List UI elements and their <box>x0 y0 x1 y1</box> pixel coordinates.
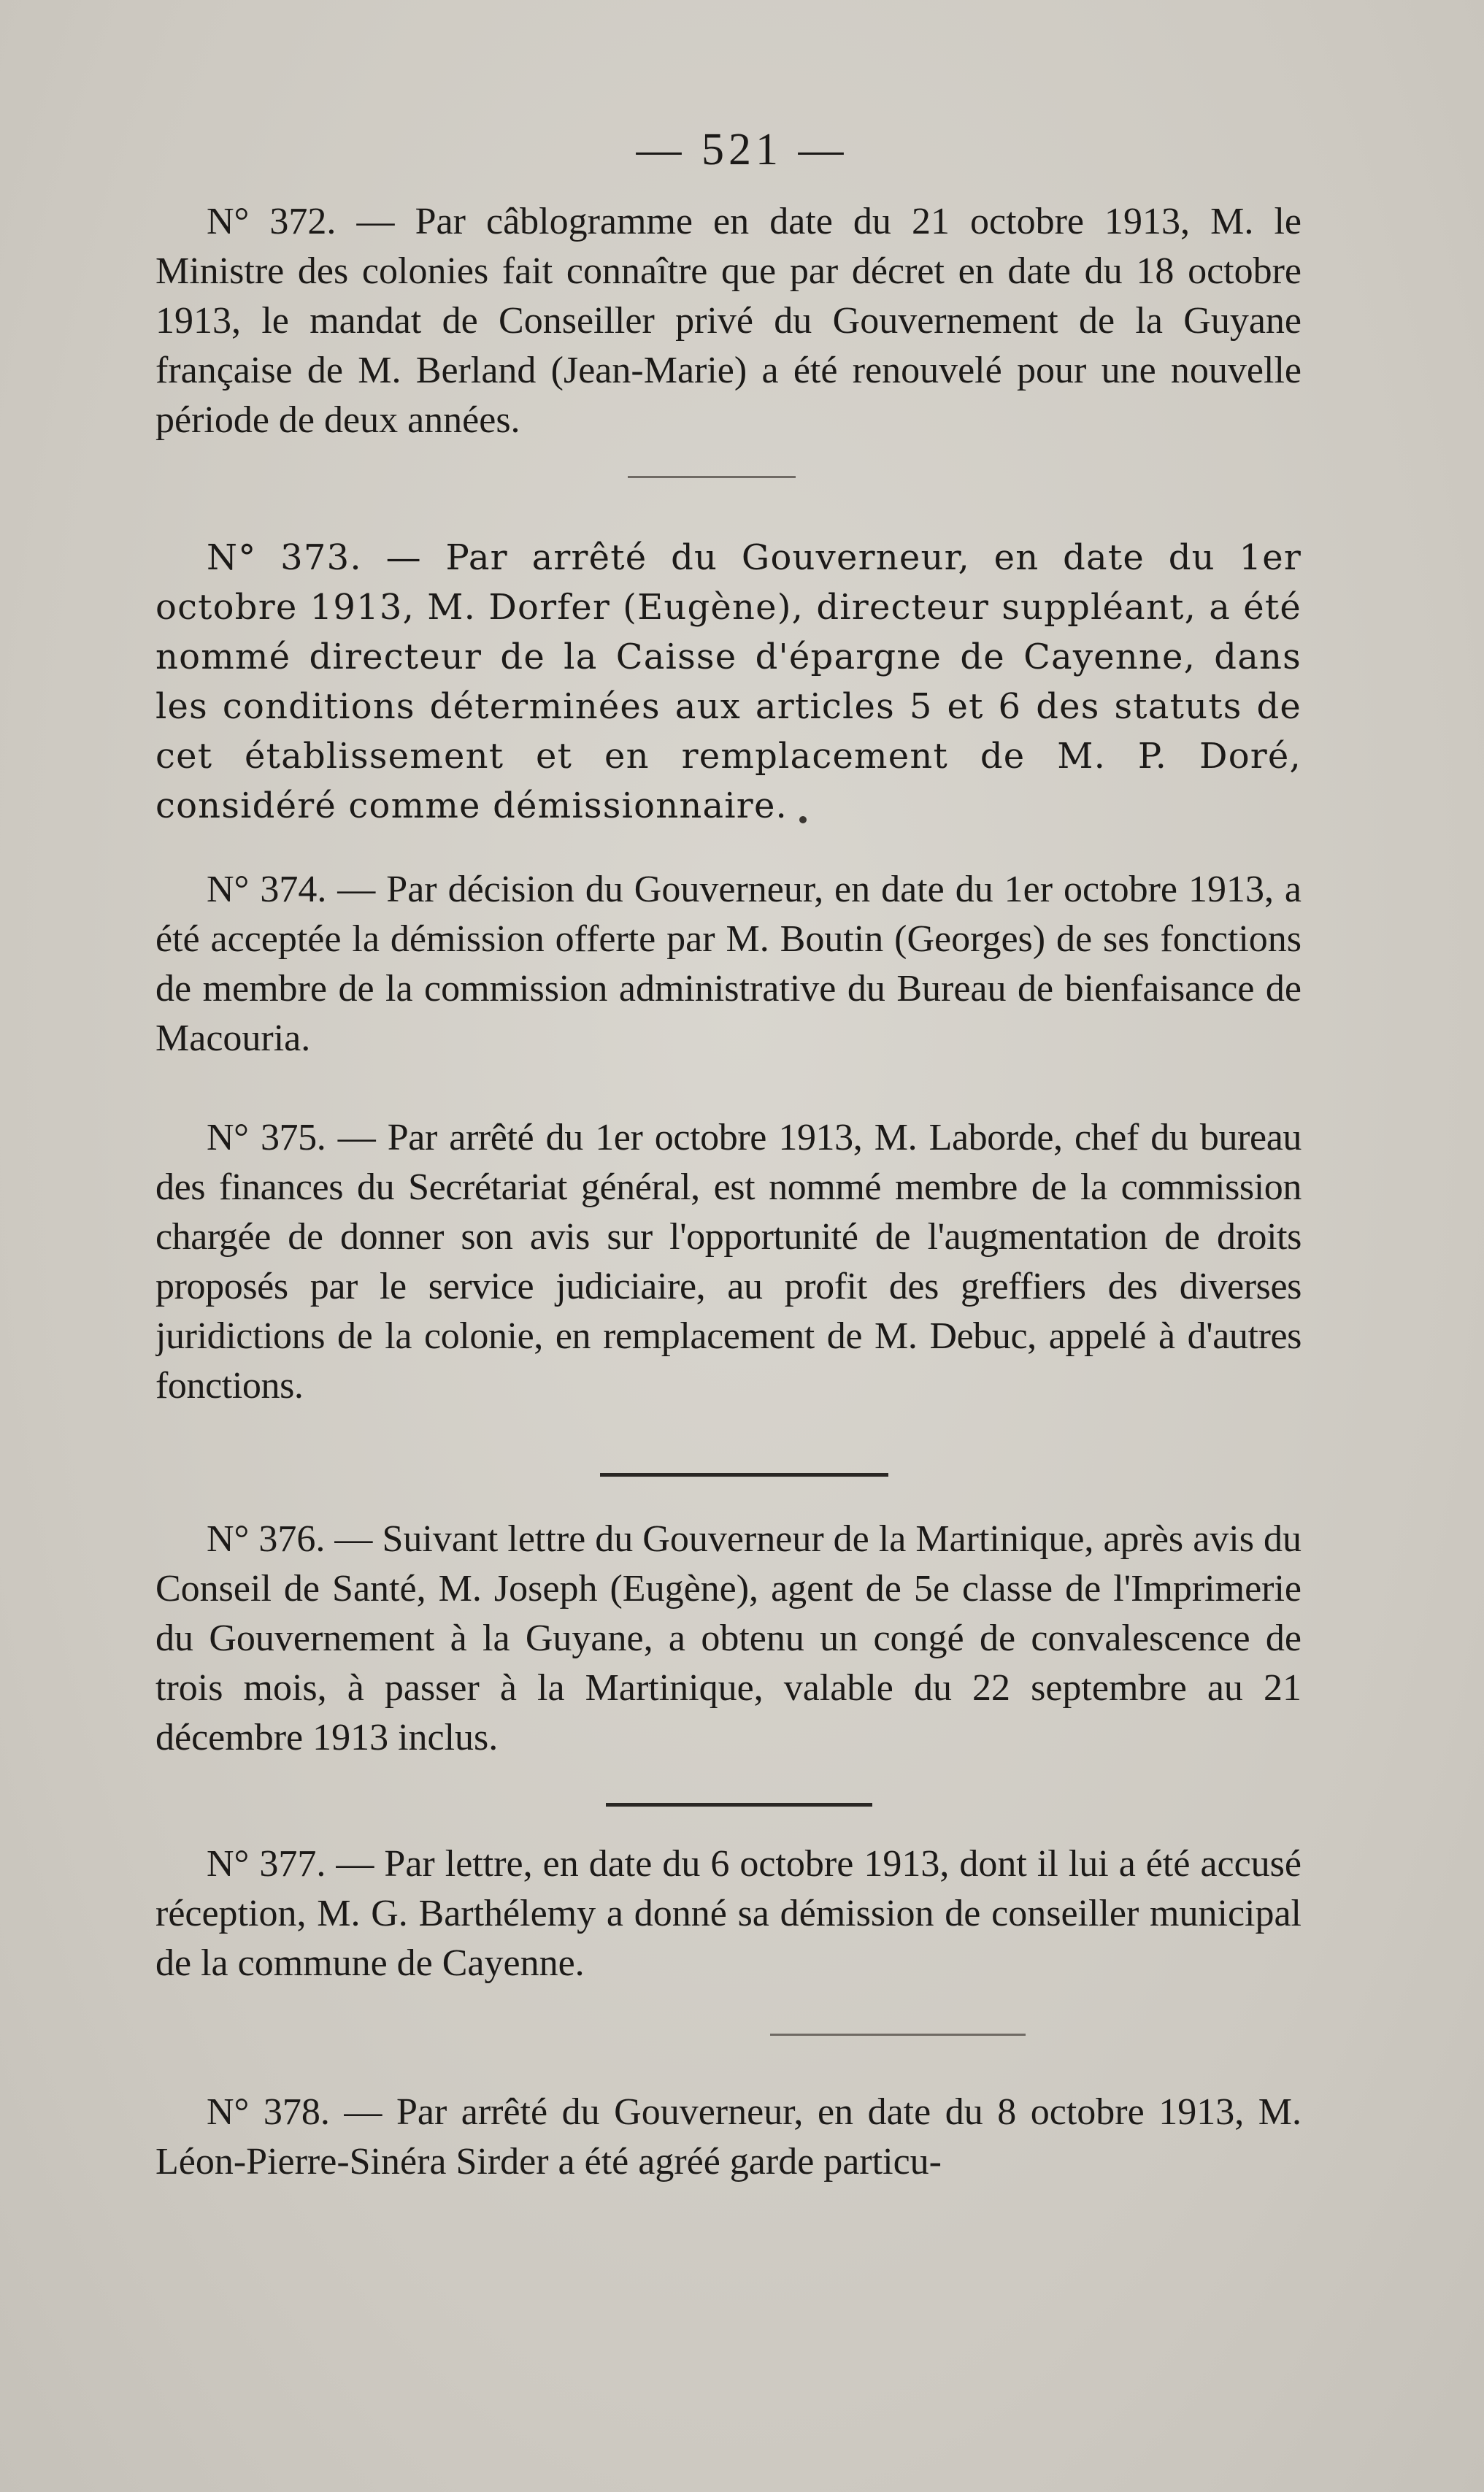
separator-faint <box>628 476 796 478</box>
page-number: — 521 — <box>636 125 848 174</box>
entry-text: N° 375. — Par arrêté du 1er octobre 1913, M. Laborde, chef du bureau des finances du Secrétariat général, est nommé membre de la commission chargée de donner son avis sur l'opportunité de l'augmentation de droits proposés par le service judiciaire, au profit des greffiers des diverses juridictions de la colonie, en remplacement de M. Debuc, appelé à d'autres fonctions. <box>155 1117 1302 1407</box>
entry-372 <box>155 197 1302 445</box>
entry-text: N° 374. — Par décision du Gouverneur, en date du 1er octobre 1913, a été acceptée la démission offerte par M. Boutin (Georges) de ses fonctions de membre de la commission administrative du Bureau de bienfaisance de Macouria. <box>155 869 1302 1059</box>
entry-374 <box>155 865 1302 1064</box>
ink-speck <box>799 816 807 823</box>
entry-377 <box>155 1839 1302 1988</box>
entry-text: N° 376. — Suivant lettre du Gouverneur de la Martinique, après avis du Conseil de Santé, M. Joseph (Eugène), agent de 5e classe de l'Imprimerie du Gouvernement à la Guyane, a obtenu un congé de convalescence de trois mois, à passer à la Martinique, valable du 22 septembre au 21 décembre 1913 inclus. <box>155 1518 1302 1758</box>
entry-375 <box>155 1113 1302 1411</box>
entry-text: N° 377. — Par lettre, en date du 6 octobre 1913, dont il lui a été accusé réception, M. G. Barthélemy a donné sa démission de conseiller municipal de la commune de Cayenne. <box>155 1843 1302 1984</box>
entry-373 <box>155 533 1302 831</box>
entry-378 <box>155 2088 1302 2187</box>
entry-text: N° 378. — Par arrêté du Gouverneur, en date du 8 octobre 1913, M. Léon-Pierre-Sinéra Sirder a été agréé garde particu- <box>155 2091 1302 2183</box>
entry-text: N° 373. — Par arrêté du Gouverneur, en date du 1er octobre 1913, M. Dorfer (Eugène), directeur suppléant, a été nommé directeur de la Caisse d'épargne de Cayenne, dans les conditions déterminées aux articles 5 et 6 des statuts de cet établissement et en remplacement de M. P. Doré, considéré comme démissionnaire. <box>155 537 1302 826</box>
separator-faint <box>770 2034 1026 2036</box>
separator-rule <box>606 1803 872 1807</box>
separator-rule <box>600 1473 888 1477</box>
entry-text: N° 372. — Par câblogramme en date du 21 octobre 1913, M. le Ministre des colonies fait connaître que par décret en date du 18 octobre 1913, le mandat de Conseiller privé du Gouvernement de la Guyane française de M. Berland (Jean-Marie) a été renouvelé pour une nouvelle période de deux années. <box>155 201 1302 441</box>
entry-376 <box>155 1515 1302 1763</box>
